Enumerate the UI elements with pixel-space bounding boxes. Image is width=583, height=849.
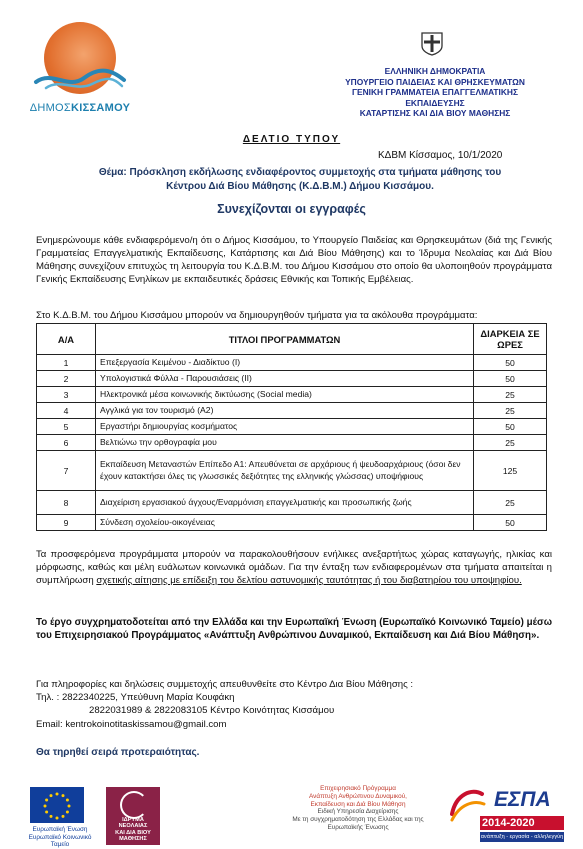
row-hours: 125 <box>474 451 547 491</box>
press-release-title: ΔΕΛΤΙΟ ΤΥΠΟΥ <box>242 134 341 145</box>
intro-paragraph: Ενημερώνουμε κάθε ενδιαφερόμενο/η ότι ο Δήμος Κισσάμου, το Υπουργείο Παιδείας και Θρησκευμάτων (διά της Γενικής Γραμματείας Επαγγελματικής Εκπαίδευσης, Κατάρτισης και Διά Βίου Μάθησης) και το Ίδρυμα Νεολαίας και Διά Βίου Μάθησης συνεχίζουν επιτυχώς τη λειτουργία του Κ.Δ.Β.Μ. του Δήμου Κισσάμου στο οποίο θα υλοποιηθούν προγράμματα Γενικής Εκπαίδευσης Ενηλίκων με εκπαιδευτικές δράσεις Εθνικής και Τοπικής Εμβέλειας. <box>36 235 552 285</box>
eu-caption-line: Ευρωπαϊκή Ένωση <box>32 826 88 833</box>
row-hours: 25 <box>474 491 547 515</box>
ministry-header <box>330 66 540 119</box>
contact-email: Email: kentrokoinotitaskissamou@gmail.com <box>36 718 227 730</box>
row-hours: 50 <box>474 515 547 531</box>
row-number: 5 <box>37 419 96 435</box>
row-title: Υπολογιστικά Φύλλα - Παρουσιάσεις (ΙΙ) <box>96 371 474 387</box>
epan-cofunding: Με τη συγχρηματοδότηση της Ελλάδας και της Ευρωπαϊκής Ένωσης <box>292 816 424 831</box>
header-aa: Α/Α <box>37 324 96 355</box>
table-row <box>37 515 547 531</box>
eligibility-text: Τα προσφερόμενα προγράμματα μπορούν να παρακολουθήσουν ενήλικες ανεξαρτήτως χώρας καταγωγής, ηλικίας και μόρφωσης, καθώς και μέλη ευάλωτων κοινωνικά ομάδων. Για την ένταξη των ενδιαφερομένων στα τμήματα απαιτείται η συμπλήρωση <box>36 549 552 586</box>
contact-intro: Για πληροφορίες και δηλώσεις συμμετοχής απευθυνθείτε στο Κέντρο Δια Βίου Μάθησης : <box>36 679 414 690</box>
espa-logo <box>446 782 564 846</box>
eu-caption-line: Ευρωπαϊκό Κοινωνικό Ταμείο <box>28 833 92 848</box>
subject <box>60 166 540 193</box>
row-hours: 50 <box>474 419 547 435</box>
gov-line: ΓΕΝΙΚΗ ΓΡΑΜΜΑΤΕΙΑ ΕΠΑΓΓΕΛΜΑΤΙΚΗΣ ΕΚΠΑΙΔΕΥΣΗΣ <box>352 87 518 108</box>
row-number: 6 <box>37 435 96 451</box>
table-row <box>37 387 547 403</box>
row-hours: 50 <box>474 371 547 387</box>
gov-line: ΚΑΤΑΡΤΙΣΗΣ ΚΑΙ ΔΙΑ ΒΙΟΥ ΜΑΘΗΣΗΣ <box>359 108 511 118</box>
contact-phone-2: 2822031989 & 2822083105 Κέντρο Κοινότητας Κισσάμου <box>89 705 335 717</box>
row-title: Σύνδεση σχολείου-οικογένειας <box>96 515 474 531</box>
gov-line: ΕΛΛΗΝΙΚΗ ΔΗΜΟΚΡΑΤΙΑ <box>384 66 486 76</box>
row-title: Ηλεκτρονικά μέσα κοινωνικής δικτύωσης (Social media) <box>96 387 474 403</box>
subject-line: Θέμα: Πρόσκληση εκδήλωσης ενδιαφέροντος συμμετοχής στα τμήματα μάθησης του <box>98 167 502 178</box>
subject-line: Κέντρου Διά Βίου Μάθησης (Κ.Δ.Β.Μ.) Δήμου Κισσάμου. <box>166 180 434 192</box>
espa-title: ΕΣΠΑ <box>494 788 551 811</box>
row-number: 9 <box>37 515 96 531</box>
greek-coat-of-arms-icon <box>421 32 443 56</box>
row-hours: 50 <box>474 355 547 371</box>
eu-flag-icon <box>30 787 84 823</box>
table-header-row <box>37 324 547 355</box>
inl-line: ΙΔΡΥΜΑ <box>122 817 144 823</box>
wave-icon <box>32 64 128 90</box>
table-row <box>37 491 547 515</box>
row-number: 1 <box>37 355 96 371</box>
row-title: Αγγλικά για τον τουρισμό (Α2) <box>96 403 474 419</box>
epan-line: Ανάπτυξη Ανθρώπινου Δυναμικού, <box>309 792 407 800</box>
espa-tagline: ανάπτυξη - εργασία - αλληλεγγύη <box>480 834 564 840</box>
table-row <box>37 451 547 491</box>
espa-years: 2014-2020 <box>482 817 535 829</box>
circle-icon <box>120 791 148 819</box>
programs-intro: Στο Κ.Δ.Β.Μ. του Δήμου Κισσάμου μπορούν να δημιουργηθούν τμήματα για τα ακόλουθα προγράμματα: <box>36 310 478 321</box>
row-number: 8 <box>37 491 96 515</box>
gov-line: ΥΠΟΥΡΓΕΙΟ ΠΑΙΔΕΙΑΣ ΚΑΙ ΘΡΗΣΚΕΥΜΑΤΩΝ <box>345 76 525 87</box>
logo-text <box>22 102 138 114</box>
table-row <box>37 419 547 435</box>
inl-line: ΜΑΘΗΣΗΣ <box>119 836 147 843</box>
programs-table <box>36 323 547 531</box>
header-title: ΤΙΤΛΟΙ ΠΡΟΓΡΑΜΜΑΤΩΝ <box>96 324 474 355</box>
eligibility-requirement: σχετικής αίτησης με επίδειξη του δελτίου αστυνομικής ταυτότητας ή του διαβατηρίου του υποψηφίου. <box>96 575 522 586</box>
row-number: 3 <box>37 387 96 403</box>
dimos-kissamou-logo <box>22 18 138 126</box>
epan-line: Εκπαίδευση και Διά Βίου Μάθηση <box>310 800 406 808</box>
epan-line: Επιχειρησιακό Πρόγραμμα <box>320 785 396 792</box>
youth-foundation-text <box>108 817 158 843</box>
logo-prefix: ΔΗΜΟΣ <box>29 102 71 114</box>
row-title: Διαχείριση εργασιακού άγχους/Εναρμόνιση επαγγελματικής και προσωπικής ζωής <box>96 491 474 515</box>
inl-line: ΝΕΟΛΑΙΑΣ <box>118 823 148 830</box>
subheading: Συνεχίζονται οι εγγραφές <box>217 202 366 216</box>
contact-info <box>36 678 556 731</box>
row-title: Βελτιώνω την ορθογραφία μου <box>96 435 474 451</box>
row-hours: 25 <box>474 387 547 403</box>
row-hours: 25 <box>474 403 547 419</box>
header-hours: ΔΙΑΡΚΕΙΑ ΣΕ ΩΡΕΣ <box>474 324 547 355</box>
eligibility-paragraph <box>36 548 552 587</box>
row-title: Επεξεργασία Κειμένου - Διαδίκτυο (Ι) <box>96 355 474 371</box>
eu-caption <box>22 826 98 849</box>
funding-paragraph: Το έργο συγχρηματοδοτείται από την Ελλάδα και την Ευρωπαϊκή Ένωση (Ευρωπαϊκό Κοινωνικό Ταμείο) μέσω του Επιχειρησιακού Προγράμματος «Ανάπτυξη Ανθρώπινου Δυναμικού, Εκπαίδευση και Διά Βίου Μάθηση». <box>36 617 552 641</box>
row-title: Εργαστήρι δημιουργίας κοσμήματος <box>96 419 474 435</box>
row-title: Εκπαίδευση Μεταναστών Επίπεδο Α1: Απευθύνεται σε αρχάριους ή ψευδοαρχάριους (όσοι δεν έχουν κατακτήσει όλες τις γλωσσικές δεξιότητες της ελληνικής γλώσσας) υποψήφιους <box>96 451 474 491</box>
priority-note: Θα τηρηθεί σειρά προτεραιότητας. <box>36 747 200 758</box>
epan-line: Ειδική Υπηρεσία Διαχείρισης <box>317 808 399 816</box>
logo-name: ΚΙΣΣΑΜΟΥ <box>71 102 131 114</box>
row-number: 4 <box>37 403 96 419</box>
row-number: 7 <box>37 451 96 491</box>
operational-programme-logo <box>283 785 433 832</box>
table-row <box>37 435 547 451</box>
inl-line: ΚΑΙ ΔΙΑ ΒΙΟΥ <box>115 829 151 836</box>
dateline: ΚΔΒΜ Κίσσαμος, 10/1/2020 <box>378 150 503 161</box>
table-row <box>37 355 547 371</box>
contact-phone-1: Τηλ. : 2822340225, Υπεύθυνη Μαρία Κουφάκη <box>36 692 235 704</box>
row-hours: 25 <box>474 435 547 451</box>
row-number: 2 <box>37 371 96 387</box>
youth-foundation-logo <box>106 787 160 845</box>
table-row <box>37 403 547 419</box>
table-row <box>37 371 547 387</box>
